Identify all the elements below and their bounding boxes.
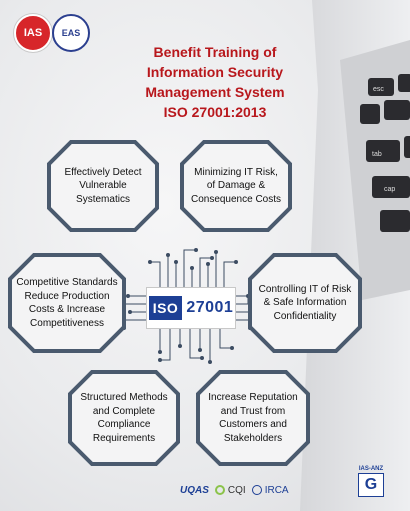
title-line-3: Management System [145,84,285,100]
ias-anz-mark-icon: G [358,473,384,497]
benefit-minimize-text: Minimizing IT Risk, of Damage & Consequence Costs [190,166,282,205]
irca-logo [252,485,289,496]
ias-logo-text: IAS [23,27,43,39]
cqi-circle-icon [215,485,225,495]
key-caps: cap [384,186,396,193]
iso-27001-logo [146,287,236,329]
key-esc: esc [373,86,384,93]
cqi-logo [215,485,246,496]
benefit-detect [47,140,159,232]
benefit-minimize [180,140,292,232]
uqas-logo: UQAS [180,484,209,496]
title-line-2: Information Security [146,64,284,80]
iso-number: 27001 [186,299,234,316]
benefit-controlling [248,253,362,353]
title-line-4: ISO 27001:2013 [163,104,267,120]
key-tab: tab [372,151,382,158]
iso-word: ISO [149,296,183,320]
ias-anz-label: IAS-ANZ [358,466,384,472]
benefit-structured-text: Structured Methods and Complete Compliance Requirements [80,392,168,444]
eas-logo-text: EAS [61,28,81,38]
cqi-logo-text: CQI [227,484,246,496]
irca-logo-text: IRCA [264,484,289,496]
benefit-competitive [8,253,126,353]
globe-icon [252,485,262,495]
footer-logos [180,480,360,500]
benefit-structured [68,370,180,466]
benefit-reputation-text: Increase Reputation and Trust from Customers and Stakeholders [208,392,298,444]
benefit-reputation [196,370,310,466]
ias-anz-logo [355,466,387,497]
title-line-1: Benefit Training of [153,44,277,60]
benefit-detect-text: Effectively Detect Vulnerable Systematics [64,166,142,205]
benefit-competitive-text: Competitive Standards Reduce Production Costs & Increase Competitiveness [16,277,118,329]
benefit-controlling-text: Controlling IT of Risk & Safe Information Confidentiality [258,283,352,322]
